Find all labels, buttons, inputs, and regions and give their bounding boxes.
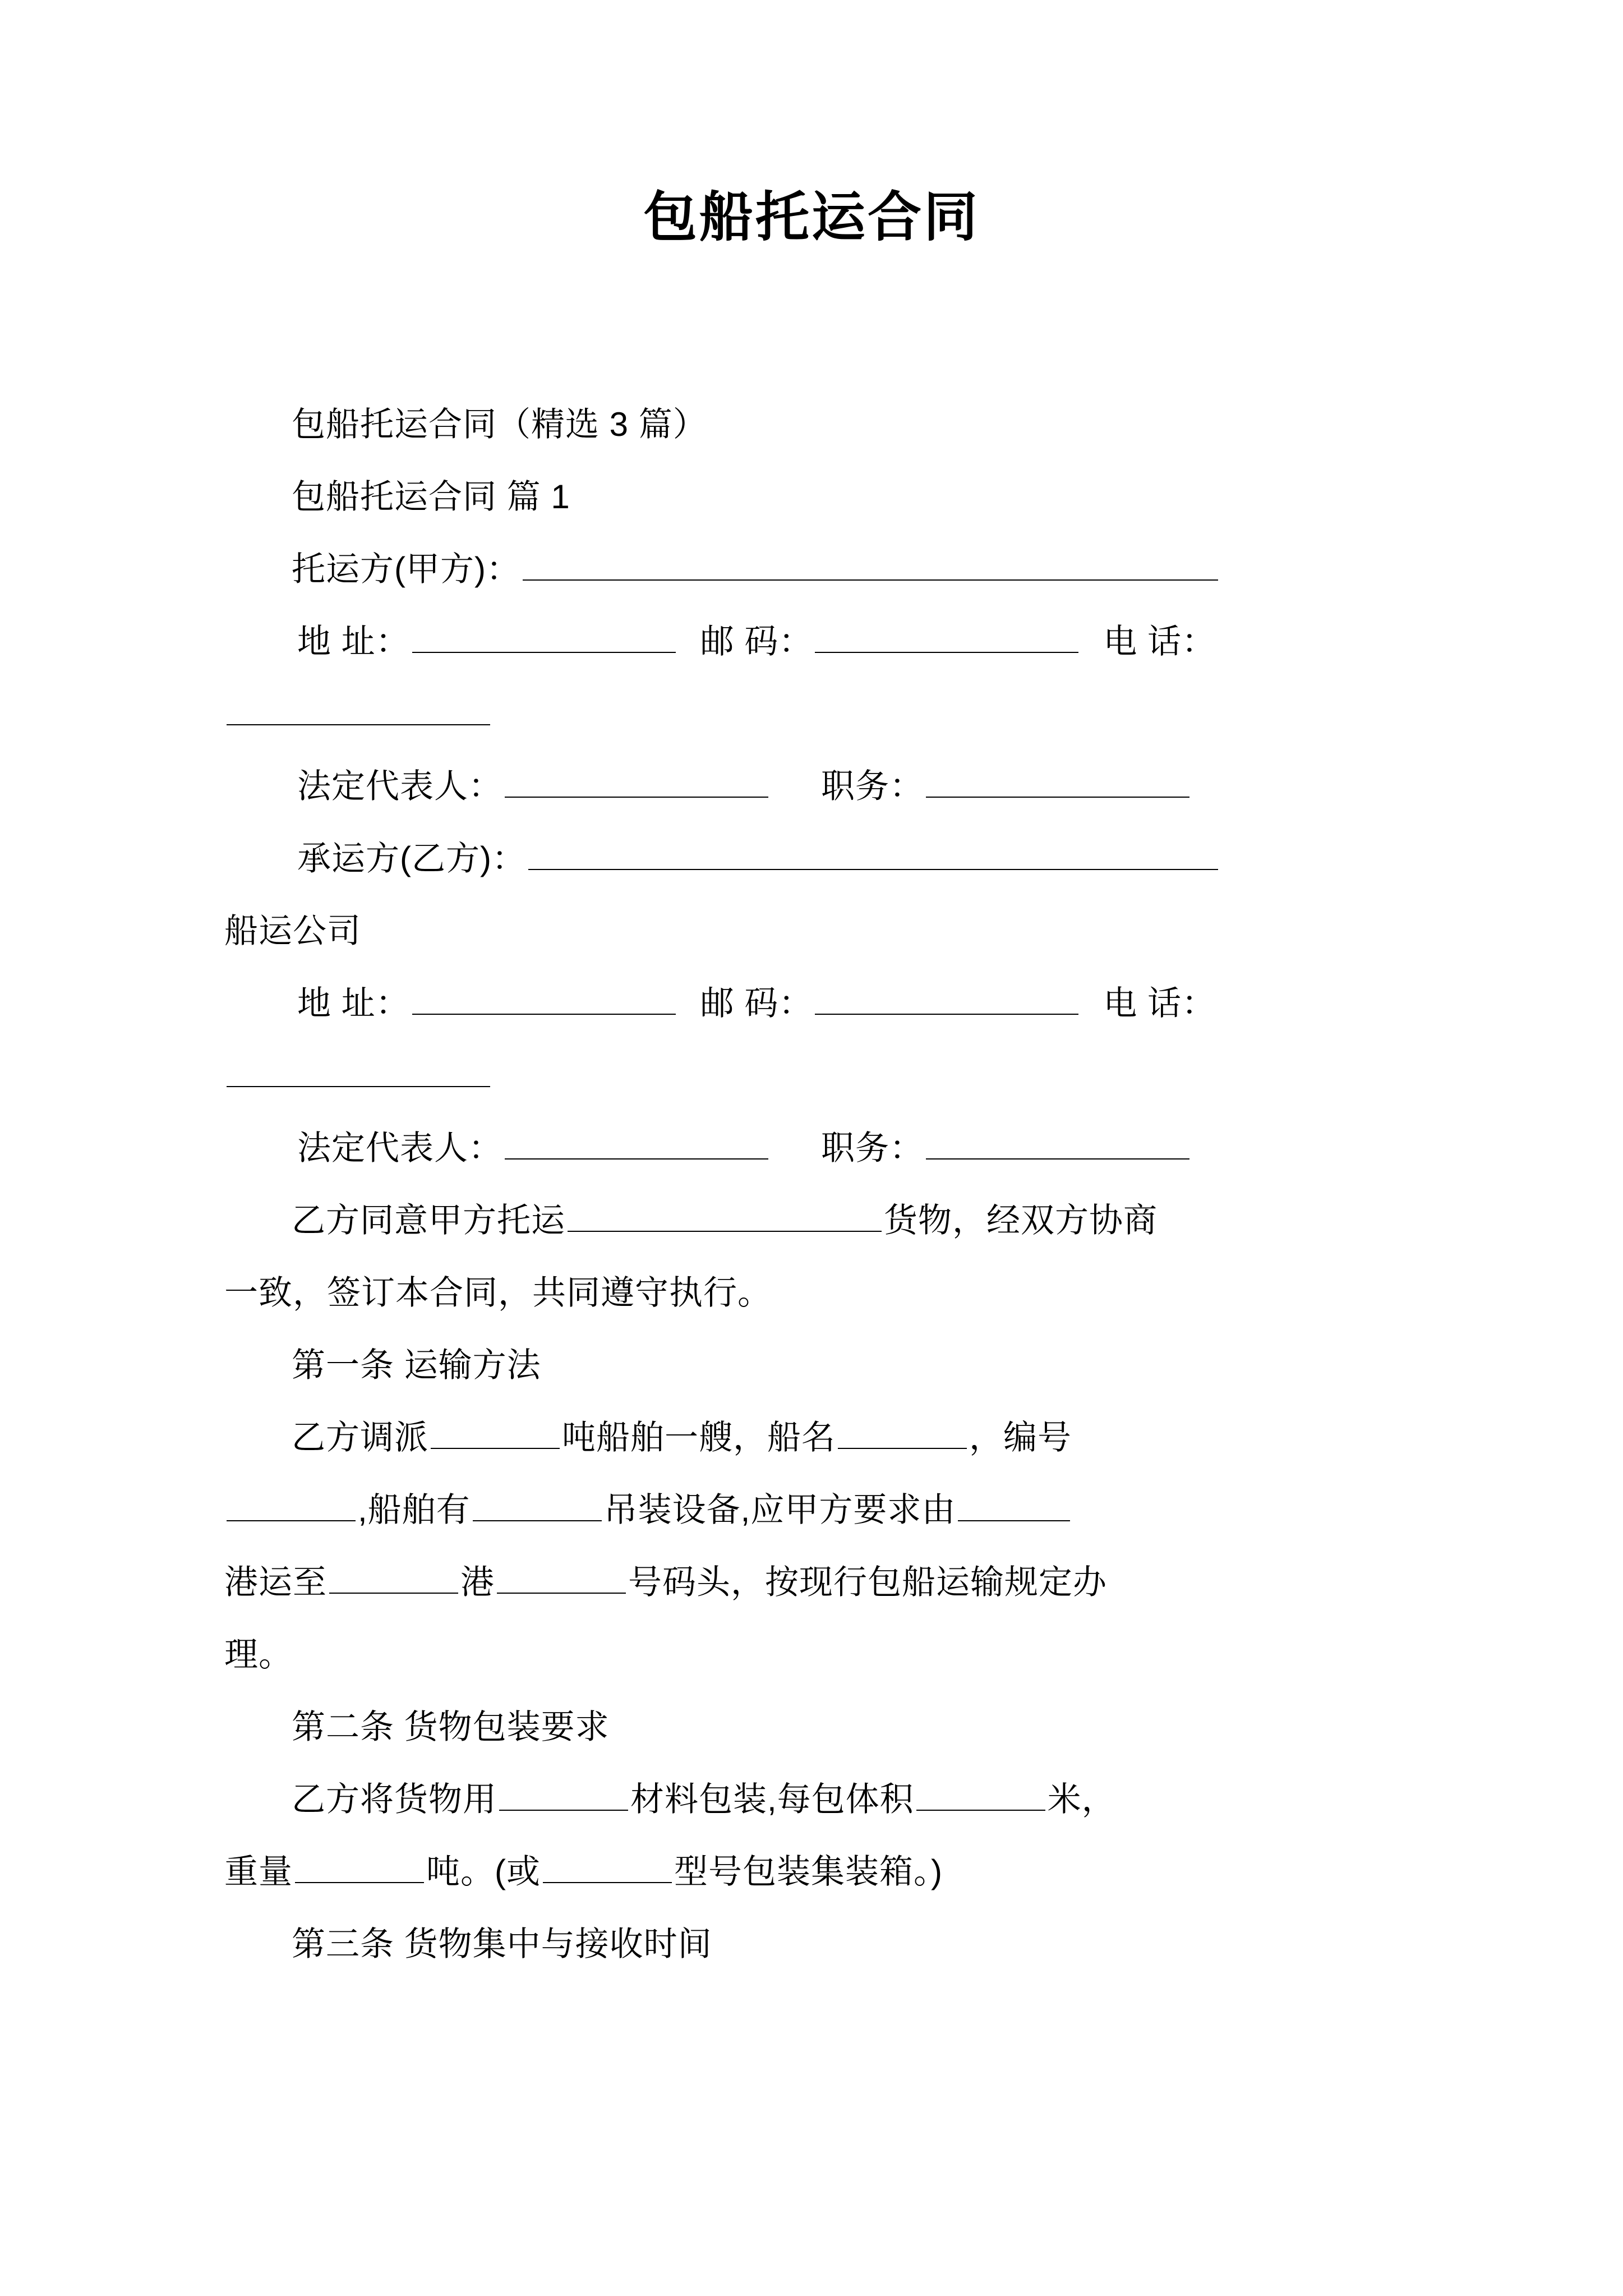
from-port-blank [958,1490,1070,1521]
agreement-goods-blank [568,1200,882,1232]
carrier-title-blank [926,1128,1189,1159]
carrier-postcode-label: 邮 码： [700,984,813,1023]
shipper-postcode-label: 邮 码： [700,623,813,661]
shipper-legal-rep-label: 法定代表人： [297,767,502,806]
shipper-address-label: 地 址： [297,623,410,661]
tonnage-blank [431,1418,560,1449]
shipper-phone-label: 电 话： [1103,623,1216,661]
shipper-phone-blank-line [224,679,1399,748]
carrier-legal-rep-label: 法定代表人： [297,1129,502,1167]
article-2-t2: 材料包装,每包体积 [630,1780,914,1819]
section-1-heading [224,462,1399,531]
carrier-phone-label: 电 话： [1103,984,1216,1023]
agreement-paragraph-cont [224,1258,1399,1327]
shipper-address-blank [412,622,676,653]
volume-blank [916,1779,1045,1811]
to-port-blank [329,1562,458,1594]
carrier-phone-blank [227,1056,490,1087]
shipper-phone-blank [227,694,490,725]
carrier-postcode-blank [815,983,1078,1015]
shipper-title-blank [926,766,1189,798]
carrier-company-text: 船运公司 [224,912,361,950]
page-title: 包船托运合同 [643,187,980,247]
article-3-heading-text: 第三条 货物集中与接收时间 [292,1925,712,1963]
shipper-legal-line [224,752,1399,821]
shipper-postcode-blank [815,622,1078,653]
article-2-t5: 吨。(或 [426,1853,541,1891]
shipper-label: 托运方(甲方)： [292,550,520,588]
shipper-line [224,535,1399,604]
carrier-legal-rep-blank [505,1128,768,1159]
weight-blank [295,1852,424,1883]
carrier-phone-blank-line [224,1041,1399,1110]
document-body [224,390,1399,1978]
article-1-t2: 吨船舶一艘，船名 [562,1419,836,1457]
agreement-part1: 乙方同意甲方托运 [292,1202,565,1240]
article-2-t3: 米， [1047,1780,1116,1819]
agreement-part3: 一致，签订本合同，共同遵守执行。 [224,1274,772,1312]
article-2-heading-text: 第二条 货物包装要求 [292,1708,610,1746]
article-1-t6: 港运至 [224,1563,327,1602]
section-1-title-text: 包船托运合同 篇 1 [292,478,570,516]
carrier-title-label: 职务： [821,1129,924,1167]
carrier-contact-line [224,969,1399,1038]
article-2-body [224,1765,1399,1834]
article-1-t7: 港 [460,1563,495,1602]
article-1-t8: 号码头，按现行包船运输规定办 [628,1563,1107,1602]
article-2-t6: 型号包装集装箱。) [674,1853,943,1891]
article-1-t3: ，编号 [969,1419,1072,1457]
carrier-label: 承运方(乙方)： [297,840,526,878]
article-1-body [224,1403,1399,1472]
article-2-body-line2 [224,1837,1399,1906]
ship-number-blank [227,1490,356,1521]
carrier-company-line [224,896,1399,965]
carrier-address-blank [412,983,676,1015]
article-2-t1: 乙方将货物用 [292,1780,497,1819]
article-1-t4: ,船舶有 [358,1491,471,1529]
subtitle-text: 包船托运合同（精选 3 篇） [292,406,707,444]
article-2-t4: 重量 [224,1853,293,1891]
container-type-blank [543,1852,672,1883]
article-1-heading [224,1331,1399,1400]
ship-name-blank [838,1418,967,1449]
packing-material-blank [499,1779,628,1811]
carrier-address-label: 地 址： [297,984,410,1023]
shipper-legal-rep-blank [505,766,768,798]
article-1-t9: 理。 [224,1636,293,1674]
article-1-heading-text: 第一条 运输方法 [292,1346,541,1384]
equipment-blank [473,1490,602,1521]
shipper-name-blank [523,549,1218,581]
article-1-body-line3 [224,1548,1399,1617]
shipper-contact-line [224,607,1399,676]
agreement-paragraph [224,1186,1399,1255]
article-1-body-line2 [224,1475,1399,1544]
shipper-title-label: 职务： [821,767,924,806]
article-1-t5: 吊装设备,应甲方要求由 [603,1491,956,1529]
carrier-legal-line [224,1114,1399,1182]
article-1-body-line4 [224,1620,1399,1689]
subtitle-line [224,390,1399,459]
article-1-t1: 乙方调派 [292,1419,428,1457]
berth-blank [497,1562,626,1594]
article-2-heading [224,1692,1399,1761]
carrier-line [224,824,1399,893]
agreement-part2: 货物，经双方协商 [884,1202,1158,1240]
carrier-name-blank [528,839,1218,870]
article-3-heading [224,1910,1399,1978]
